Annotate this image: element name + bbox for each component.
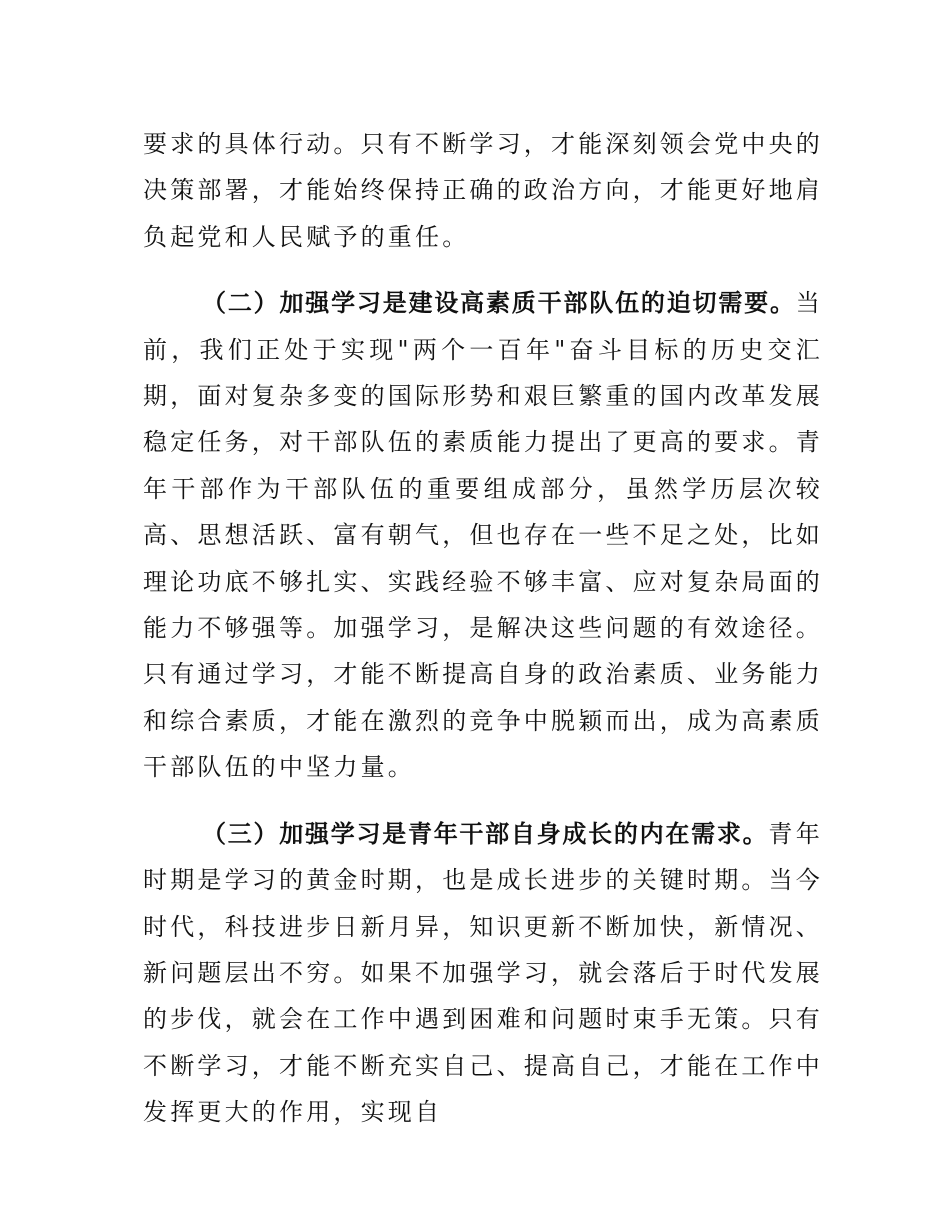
paragraph-text: 要求的具体行动。只有不断学习，才能深刻领会党中央的决策部署，才能始终保持正确的政治方向，才能更好地肩负起党和人民赋予的重任。	[143, 130, 823, 251]
document-body	[143, 121, 823, 1156]
paragraph-text: 当前，我们正处于实现"两个一百年"奋斗目标的历史交汇期，面对复杂多变的国际形势和艰巨繁重的国内改革发展稳定任务，对干部队伍的素质能力提出了更高的要求。青年干部作为干部队伍的重要组成部分，虽然学历层次较高、思想活跃、富有朝气，但也存在一些不足之处，比如理论功底不够扎实、实践经验不够丰富、应对复杂局面的能力不够强等。加强学习，是解决这些问题的有效途径。只有通过学习，才能不断提高自身的政治素质、业务能力和综合素质，才能在激烈的竞争中脱颖而出，成为高素质干部队伍的中坚力量。	[143, 289, 823, 782]
paragraph-section-3	[143, 811, 823, 1136]
paragraph-text: 青年时期是学习的黄金时期，也是成长进步的关键时期。当今时代，科技进步日新月异，知识更新不断加快，新情况、新问题层出不穷。如果不加强学习，就会落后于时代发展的步伐，就会在工作中遇到困难和问题时束手无策。只有不断学习，才能不断充实自己、提高自己，才能在工作中发挥更大的作用，实现自	[143, 819, 824, 1127]
section-heading: （三）加强学习是青年干部自身成长的内在需求。	[202, 819, 769, 848]
section-heading: （二）加强学习是建设高素质干部队伍的迫切需要。	[202, 289, 796, 318]
paragraph-continuation	[143, 121, 823, 260]
paragraph-section-2	[143, 280, 823, 790]
